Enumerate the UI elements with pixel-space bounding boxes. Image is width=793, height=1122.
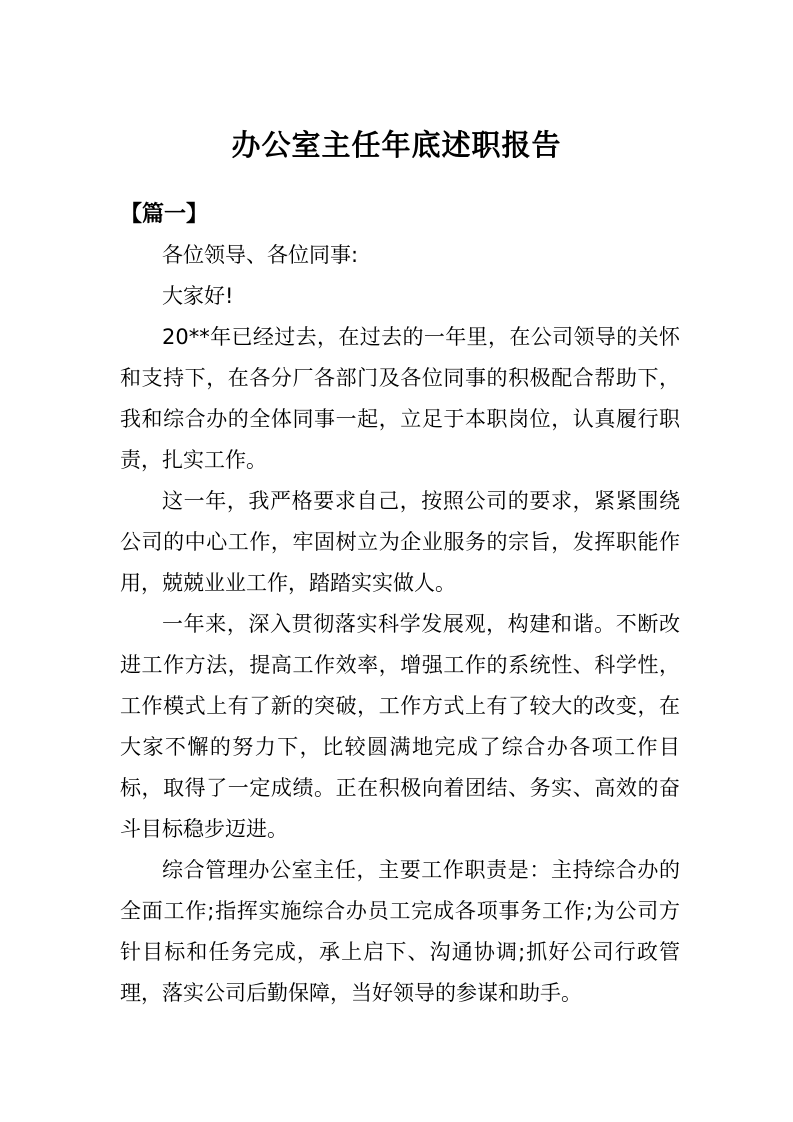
document-body: [120, 194, 680, 1014]
greeting-paragraph: 各位领导、各位同事:: [162, 243, 359, 267]
body-paragraph: 一年来，深入贯彻落实科学发展观，构建和谐。不断改进工作方法，提高工作效率，增强工作的系统性、科学性，工作模式上有了新的突破，工作方式上有了较大的改变，在大家不懈的努力下，比较圆满地完成了综合办各项工作目标，取得了一定成绩。正在积极向着团结、务实、高效的奋斗目标稳步迈进。: [120, 612, 680, 841]
document-title: 办公室主任年底述职报告: [231, 128, 562, 162]
body-paragraph: 综合管理办公室主任，主要工作职责是：主持综合办的全面工作;指挥实施综合办员工完成各项事务工作;为公司方针目标和任务完成，承上启下、沟通协调;抓好公司行政管理，落实公司后勤保障，当好领导的参谋和助手。: [120, 858, 680, 1005]
body-paragraph: 20**年已经过去，在过去的一年里，在公司领导的关怀和支持下，在各分厂各部门及各位同事的积极配合帮助下，我和综合办的全体同事一起，立足于本职岗位，认真履行职责，扎实工作。: [120, 325, 680, 472]
body-paragraph: 这一年，我严格要求自己，按照公司的要求，紧紧围绕公司的中心工作，牢固树立为企业服务的宗旨，发挥职能作用，兢兢业业工作，踏踏实实做人。: [120, 489, 680, 595]
section-label: 【篇一】: [120, 202, 209, 227]
salutation-paragraph: 大家好!: [162, 284, 234, 308]
